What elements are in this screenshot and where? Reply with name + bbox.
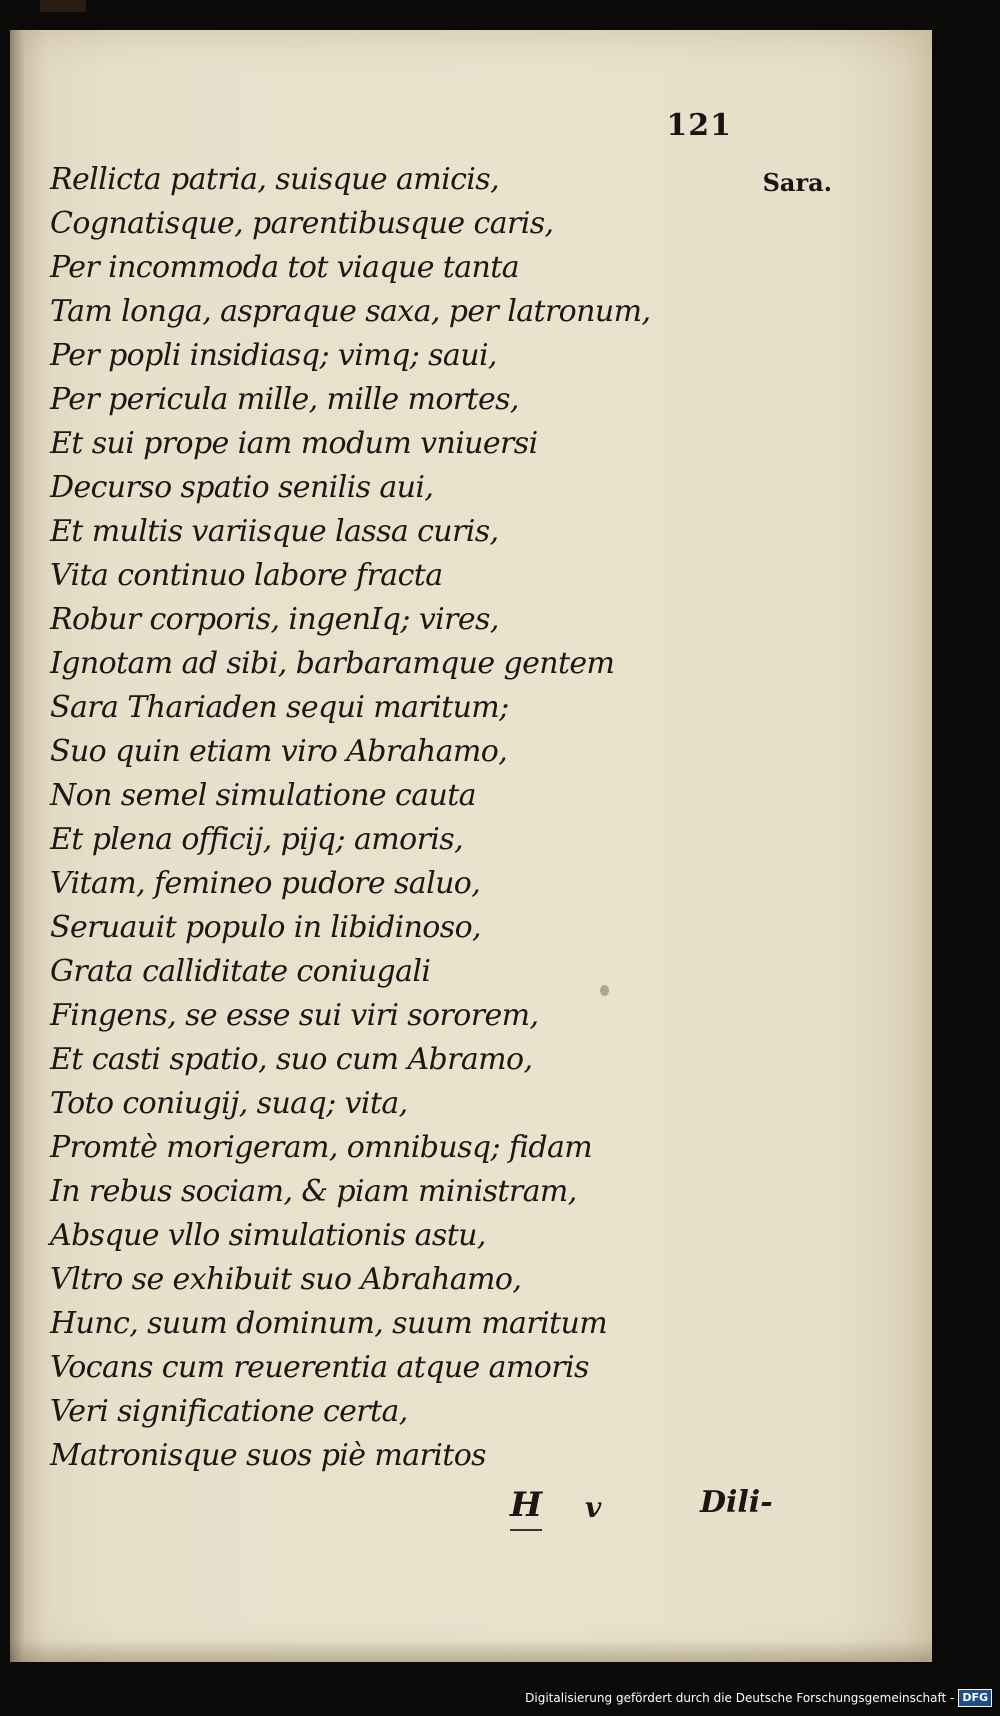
verse-line: Cognatisque, parentibusque caris,: [50, 206, 554, 241]
page-number: 121: [666, 108, 732, 143]
verse-line: Et sui prope iam modum vniuersi: [50, 426, 538, 461]
verse-line: Promtè morigeram, omnibusq; fidam: [50, 1130, 593, 1165]
verse-line: Hunc, suum dominum, suum maritum: [50, 1306, 608, 1341]
book-page: [10, 30, 932, 1662]
catchword-line: [10, 1485, 932, 1535]
verse-line: Absque vllo simulationis astu,: [50, 1218, 486, 1253]
verse-list: [50, 158, 650, 1478]
catchword: Dili-: [700, 1485, 773, 1520]
signature-mark: H: [510, 1485, 543, 1525]
verse-line: Vita continuo labore fracta: [50, 558, 443, 593]
verse-line: Toto coniugij, suaq; vita,: [50, 1086, 408, 1121]
verse-line: Et plena officij, pijq; amoris,: [50, 822, 464, 857]
verse-line: Suo quin etiam viro Abrahamo,: [50, 734, 508, 769]
funding-footer: [525, 1688, 992, 1708]
dfg-logo: DFG: [958, 1689, 992, 1707]
verse-line: Rellicta patria, suisque amicis,: [50, 162, 500, 197]
verse-line: Vocans cum reuerentia atque amoris: [50, 1350, 589, 1385]
verse-line: Per incommoda tot viaque tanta: [50, 250, 519, 285]
verse-line: Grata calliditate coniugali: [50, 954, 431, 989]
verse-line: Decurso spatio senilis aui,: [50, 470, 434, 505]
verse-line: Per popli insidiasq; vimq; saui,: [50, 338, 497, 373]
funding-text: Digitalisierung gefördert durch die Deutsche Forschungsgemeinschaft -: [525, 1691, 955, 1705]
verse-line: Vitam, femineo pudore saluo,: [50, 866, 481, 901]
signature-number: v: [585, 1491, 602, 1524]
verse-line: Et multis variisque lassa curis,: [50, 514, 499, 549]
verse-line: Sara Thariaden sequi maritum;: [50, 690, 509, 725]
verse-line: In rebus sociam, & piam ministram,: [50, 1174, 577, 1209]
verse-line: Vltro se exhibuit suo Abrahamo,: [50, 1262, 522, 1297]
verse-line: Tam longa, aspraque saxa, per latronum,: [50, 294, 651, 329]
verse-line: Robur corporis, ingenIq; vires,: [50, 602, 499, 637]
signature-rule: [510, 1529, 542, 1531]
verse-line: Ignotam ad sibi, barbaramque gentem: [50, 646, 615, 681]
verse-line: Veri significatione certa,: [50, 1394, 408, 1429]
paper-stain: [600, 985, 609, 996]
verse-line: Et casti spatio, suo cum Abramo,: [50, 1042, 533, 1077]
top-tab-marker: [40, 0, 86, 12]
margin-note: Sara.: [762, 168, 832, 197]
verse-line: Seruauit populo in libidinoso,: [50, 910, 481, 945]
verse-line: Non semel simulatione cauta: [50, 778, 476, 813]
verse-line: Matronisque suos piè maritos: [50, 1438, 486, 1473]
verse-line: Fingens, se esse sui viri sororem,: [50, 998, 539, 1033]
verse-line: Per pericula mille, mille mortes,: [50, 382, 519, 417]
